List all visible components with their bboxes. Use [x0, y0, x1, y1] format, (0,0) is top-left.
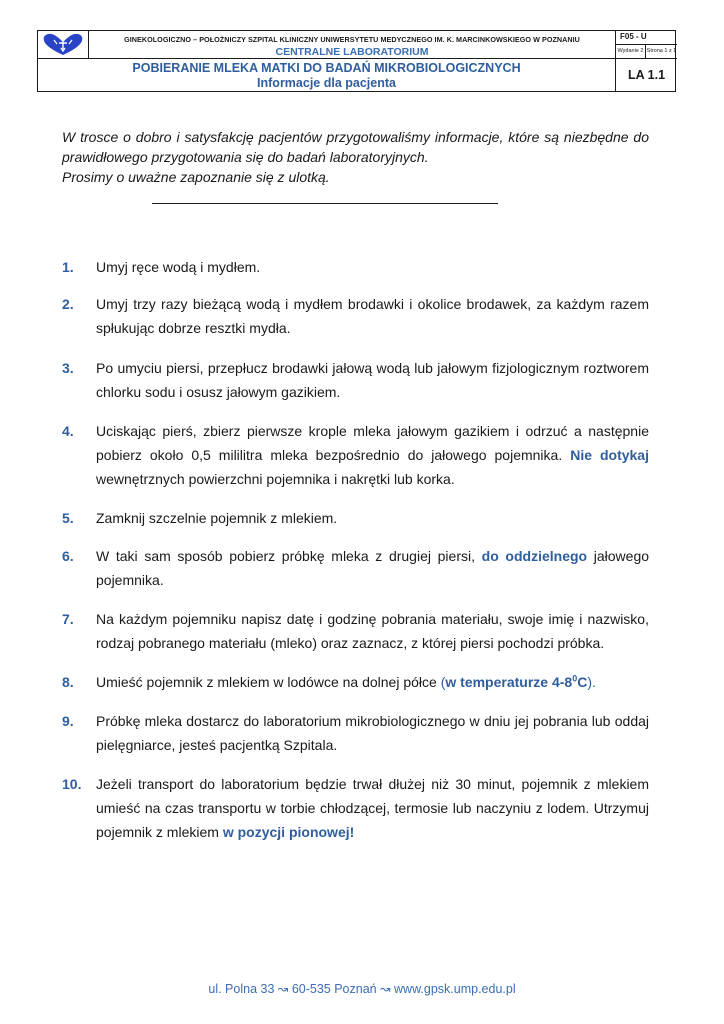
step-10 — [62, 772, 649, 844]
intro-text — [62, 127, 649, 187]
step-text: Umyj trzy razy bieżącą wodą i mydłem brodawki i okolice brodawek, za każdym razem spłukując dobrze resztki mydła. — [96, 296, 649, 336]
step-2 — [62, 292, 649, 340]
step-number: 7. — [62, 611, 74, 627]
step-text-part: Umieść pojemnik z mlekiem w lodówce na dolnej półce — [96, 674, 437, 690]
step-9 — [62, 709, 649, 757]
step-number: 10. — [62, 776, 82, 792]
page-label: Strona 1 z 1 — [646, 48, 677, 54]
step-text-part: Jeżeli transport do laboratorium będzie trwał dłużej niż 30 minut, pojemnik z mlekiem umieść na czas transportu w torbie chłodzącej, termosie lub naczyniu z lodem. Utrzymuj pojemnik z mlekiem — [96, 776, 649, 840]
step-paren: ( — [440, 674, 446, 690]
step-8 — [62, 670, 649, 694]
intro-request: Prosimy o uważne zapoznanie się z ulotką. — [62, 169, 330, 185]
step-text-part: jałowego pojemnika. — [96, 548, 650, 588]
step-6 — [62, 544, 649, 592]
footer-address: ul. Polna 33 ↝ 60-535 Poznań ↝ www.gpsk.ump.edu.pl — [208, 982, 516, 996]
form-code-cell — [616, 31, 677, 45]
institution-cell — [89, 31, 616, 59]
step-5 — [62, 506, 649, 530]
step-3 — [62, 356, 649, 404]
degree-superscript: 0 — [572, 673, 578, 684]
step-highlight: w temperaturze 4-8 — [445, 674, 573, 690]
step-highlight: do oddzielnego — [481, 548, 588, 564]
step-text-part: Uciskając pierś, zbierz pierwsze krople mleka jałowym gazikiem i odrzuć a następnie pobierz około 0,5 mililitra mleka bezpośrednio do jałowego pojemnika. — [96, 423, 649, 463]
document-title: POBIERANIE MLEKA MATKI DO BADAŃ MIKROBIOLOGICZNYCH — [132, 61, 521, 75]
step-text — [96, 544, 649, 592]
step-text-part: W taki sam sposób pobierz próbkę mleka z drugiej piersi, — [96, 548, 475, 564]
separator-line — [152, 203, 498, 204]
step-highlight: Nie dotykaj — [570, 447, 649, 463]
step-text: Umyj ręce wodą i mydłem. — [96, 259, 261, 275]
step-number: 8. — [62, 674, 74, 690]
intro-paragraph: W trosce o dobro i satysfakcję pacjentów przygotowaliśmy informacje, które są niezbędne do prawidłowego przygotowania się do badań laboratoryjnych. — [62, 129, 649, 165]
step-highlight: w pozycji pionowej! — [222, 824, 355, 840]
step-number: 3. — [62, 360, 74, 376]
document-code-cell — [616, 59, 677, 91]
step-7 — [62, 607, 649, 655]
step-text — [96, 419, 649, 491]
document-subtitle: Informacje dla pacjenta — [257, 76, 396, 90]
institution-name: GINEKOLOGICZNO – POŁOŻNICZY SZPITAL KLINICZNY UNIWERSYTETU MEDYCZNEGO IM. K. MARCINKOWSKIEGO W POZNANIU — [124, 35, 580, 44]
step-4 — [62, 419, 649, 491]
step-number: 1. — [62, 259, 74, 275]
step-text-part: wewnętrznych powierzchni pojemnika i nakrętki lub korka. — [96, 471, 455, 487]
step-text — [96, 670, 649, 694]
step-number: 5. — [62, 510, 74, 526]
step-text: Próbkę mleka dostarcz do laboratorium mikrobiologicznego w dniu jej pobrania lub oddaj pielęgniarce, jesteś pacjentką Szpitala. — [96, 713, 649, 753]
step-text: Na każdym pojemniku napisz datę i godzinę pobrania materiału, swoje imię i nazwisko, rodzaj pobranego materiału (mleko) oraz zaznacz, z której piersi pochodzi próbka. — [96, 611, 649, 651]
title-cell — [38, 59, 616, 91]
hospital-logo-cell — [38, 31, 89, 59]
page-cell — [646, 45, 677, 59]
step-1 — [62, 255, 649, 279]
hospital-logo-icon — [38, 31, 88, 58]
step-number: 4. — [62, 423, 74, 439]
step-text: Po umyciu piersi, przepłucz brodawki jałową wodą lub jałowym fizjologicznym roztworem chlorku sodu i osusz jałowym gazikiem. — [96, 360, 649, 400]
step-highlight-unit: C — [577, 674, 588, 690]
laboratory-name: CENTRALNE LABORATORIUM — [275, 46, 429, 58]
document-code: LA 1.1 — [627, 68, 666, 82]
form-code: F05 - U — [620, 32, 647, 41]
step-number: 6. — [62, 548, 74, 564]
step-text: Zamknij szczelnie pojemnik z mlekiem. — [96, 510, 338, 526]
edition-cell — [616, 45, 646, 59]
edition-label: Wydanie 2 — [617, 48, 644, 54]
step-number: 2. — [62, 296, 74, 312]
step-paren: ). — [587, 674, 596, 690]
step-text — [96, 772, 649, 844]
document-header — [37, 30, 676, 92]
step-number: 9. — [62, 713, 74, 729]
